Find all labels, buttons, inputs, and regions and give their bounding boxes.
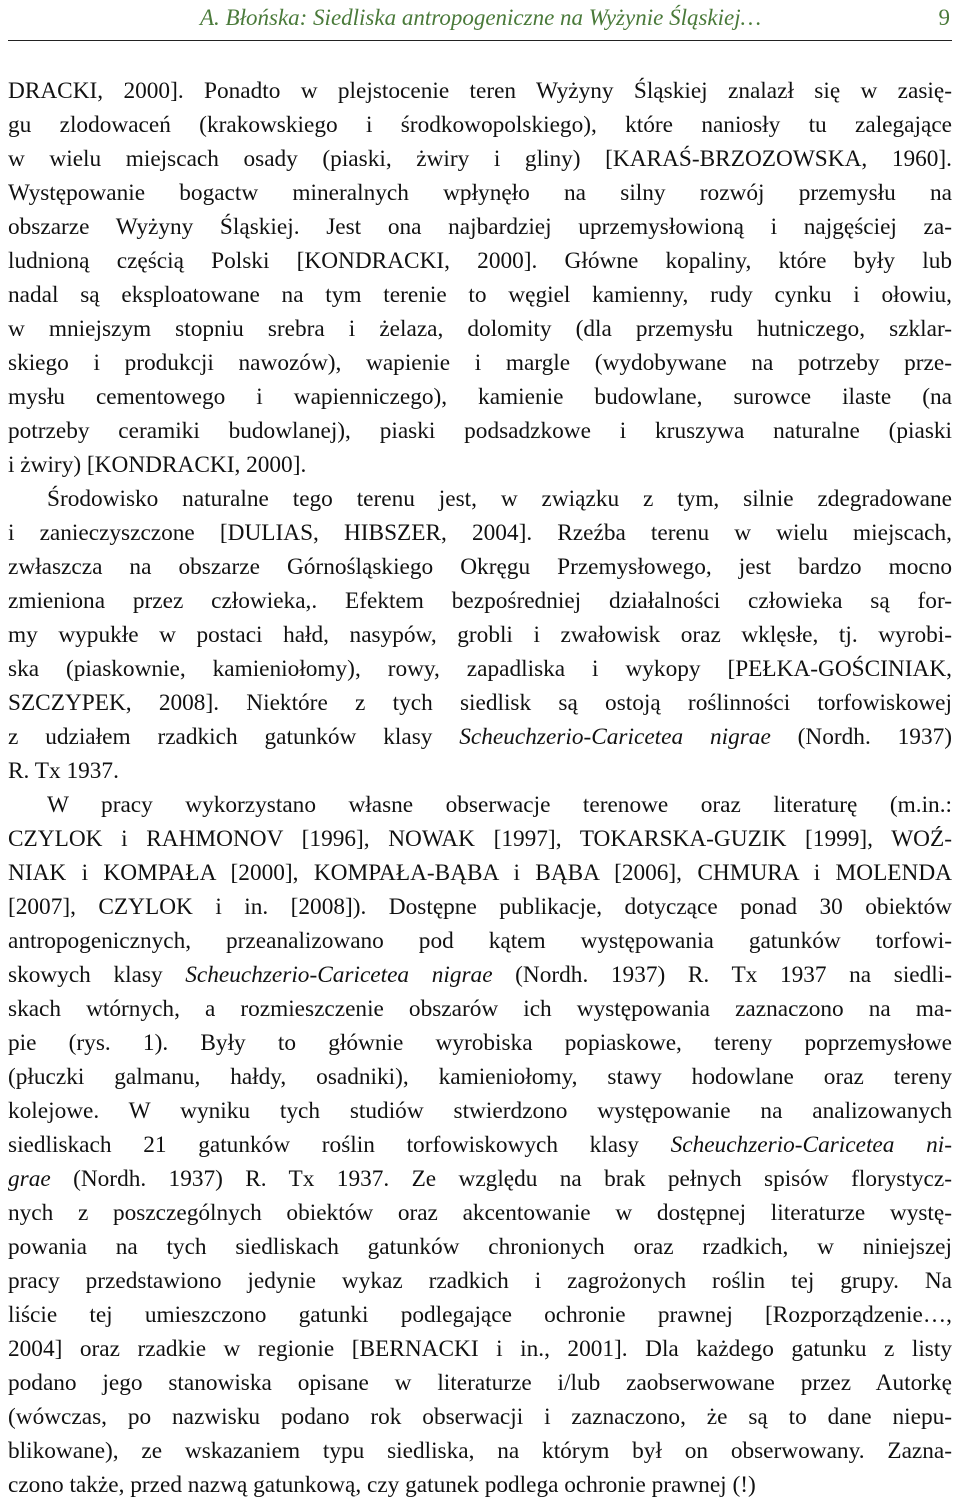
body-text — [8, 74, 952, 1502]
text-line — [8, 210, 952, 244]
text-run: zmieniona przez człowieka,. Efektem bezpośredniej działalności człowieka są for- — [8, 588, 952, 614]
text-run: mysłu cementowego i wapienniczego), kamienie budowlane, surowce ilaste (na — [8, 384, 952, 410]
text-line — [8, 1162, 952, 1196]
text-run: (wówczas, po nazwisku podano rok obserwacji i zaznaczono, że są to dane niepu- — [8, 1404, 952, 1430]
text-line — [8, 1264, 952, 1298]
text-line — [8, 822, 952, 856]
text-run: w mniejszym stopniu srebra i żelaza, dolomity (dla przemysłu hutniczego, szklar- — [8, 316, 952, 342]
text-line — [8, 414, 952, 448]
text-run: [2007], CZYLOK i in. [2008]). Dostępne publikacje, dotyczące ponad 30 obiektów — [8, 894, 952, 920]
text-line — [8, 1128, 952, 1162]
text-line — [8, 244, 952, 278]
text-line — [8, 618, 952, 652]
italic-taxon-name: Scheuchzerio-Caricetea nigrae — [185, 962, 493, 988]
text-run: pracy przedstawiono jedynie wykaz rzadkich i zagrożonych roślin tej grupy. Na — [8, 1268, 952, 1294]
italic-taxon-name: Scheuchzerio-Caricetea nigrae — [459, 724, 771, 750]
text-run: skiego i produkcji nawozów), wapienie i margle (wydobywane na potrzeby prze- — [8, 350, 952, 376]
text-run: obszarze Wyżyny Śląskiej. Jest ona najbardziej uprzemysłowioną i najgęściej za- — [8, 214, 952, 240]
text-line — [8, 312, 952, 346]
text-run: (Nordh. 1937) — [770, 724, 952, 750]
text-run: nadal są eksploatowane na tym terenie to węgiel kamienny, rudy cynku i ołowiu, — [8, 282, 952, 308]
text-run: pie (rys. 1). Były to głównie wyrobiska popiaskowe, tereny poprzemysłowe — [8, 1030, 952, 1056]
text-run: DRACKI, 2000]. Ponadto w plejstocenie teren Wyżyny Śląskiej znalazł się w zasię- — [8, 78, 952, 104]
text-line — [8, 482, 952, 516]
text-run: W pracy wykorzystano własne obserwacje terenowe oraz literaturę (m.in.: — [47, 792, 952, 818]
text-line — [8, 380, 952, 414]
text-line — [8, 176, 952, 210]
text-line — [8, 720, 952, 754]
text-run: blikowane), ze wskazaniem typu siedliska, na którym był on obserwowany. Zazna- — [8, 1438, 952, 1464]
text-run: kolejowe. W wyniku tych studiów stwierdzono występowanie na analizowanych — [8, 1098, 952, 1124]
text-line — [8, 516, 952, 550]
text-run: skowych klasy — [8, 962, 186, 988]
text-line — [8, 1230, 952, 1264]
text-run: ludnioną częścią Polski [KONDRACKI, 2000]. Główne kopaliny, które były lub — [8, 248, 952, 274]
running-header — [8, 0, 952, 41]
italic-taxon-name: grae — [8, 1166, 51, 1192]
text-run: (Nordh. 1937) R. Tx 1937. Ze względu na brak pełnych spisów florystycz- — [50, 1166, 952, 1192]
text-run: skach wtórnych, a rozmieszczenie obszarów ich występowania zaznaczono na ma- — [8, 996, 952, 1022]
text-run: ska (piaskownie, kamieniołomy), rowy, zapadliska i wykopy [PEŁKA-GOŚCINIAK, — [8, 656, 952, 682]
text-run: liście tej umieszczono gatunki podlegające ochronie prawnej [Rozporządzenie…, — [8, 1302, 952, 1328]
text-line — [8, 1094, 952, 1128]
text-line — [8, 856, 952, 890]
text-run: czono także, przed nazwą gatunkową, czy gatunek podlega ochronie prawnej (!) — [8, 1472, 756, 1498]
text-line — [8, 1434, 952, 1468]
text-line — [8, 958, 952, 992]
text-run: powania na tych siedliskach gatunków chronionych oraz rzadkich, w niniejszej — [8, 1234, 952, 1260]
text-line — [8, 278, 952, 312]
text-line — [8, 1026, 952, 1060]
text-line — [8, 1060, 952, 1094]
italic-taxon-name: Scheuchzerio-Caricetea ni- — [670, 1132, 952, 1158]
text-line — [8, 1366, 952, 1400]
text-run: (Nordh. 1937) R. Tx 1937 na siedli- — [492, 962, 953, 988]
text-line — [8, 346, 952, 380]
text-line — [8, 1400, 952, 1434]
running-title: A. Błońska: Siedliska antropogeniczne na Wyżynie Śląskiej… — [200, 5, 762, 30]
text-line — [8, 788, 952, 822]
text-line — [8, 550, 952, 584]
text-line — [8, 584, 952, 618]
text-run: i żwiry) [KONDRACKI, 2000]. — [8, 452, 307, 478]
text-run: podano jego stanowiska opisane w literaturze i/lub zaobserwowane przez Autorkę — [8, 1370, 952, 1396]
text-line — [8, 992, 952, 1026]
text-line — [8, 1196, 952, 1230]
text-line — [8, 924, 952, 958]
text-run: my wypukłe w postaci hałd, nasypów, grobli i zwałowisk oraz wklęsłe, tj. wyrobi- — [8, 622, 952, 648]
text-line — [8, 686, 952, 720]
text-line — [8, 1332, 952, 1366]
text-run: R. Tx 1937. — [8, 758, 119, 784]
text-run: antropogenicznych, przeanalizowano pod kątem występowania gatunków torfowi- — [8, 928, 952, 954]
text-line — [8, 1298, 952, 1332]
text-run: SZCZYPEK, 2008]. Niektóre z tych siedlisk są ostoją roślinności torfowiskowej — [8, 690, 952, 716]
page-number: 9 — [938, 5, 950, 30]
text-line — [8, 1468, 952, 1502]
text-run: siedliskach 21 gatunków roślin torfowiskowych klasy — [8, 1132, 671, 1158]
text-run: NIAK i KOMPAŁA [2000], KOMPAŁA-BĄBA i BĄBA [2006], CHMURA i MOLENDA — [8, 860, 952, 886]
text-run: Występowanie bogactw mineralnych wpłynęło na silny rozwój przemysłu na — [8, 180, 952, 206]
text-line — [8, 108, 952, 142]
text-run: gu zlodowaceń (krakowskiego i środkowopolskiego), które naniosły tu zalegające — [8, 112, 952, 138]
text-line — [8, 448, 952, 482]
text-line — [8, 652, 952, 686]
text-run: CZYLOK i RAHMONOV [1996], NOWAK [1997], TOKARSKA-GUZIK [1999], WOŹ- — [8, 826, 952, 852]
text-run: Środowisko naturalne tego terenu jest, w związku z tym, silnie zdegradowane — [47, 486, 952, 512]
text-run: nych z poszczególnych obiektów oraz akcentowanie w dostępnej literaturze wystę- — [8, 1200, 952, 1226]
text-run: w wielu miejscach osady (piaski, żwiry i gliny) [KARAŚ-BRZOZOWSKA, 1960]. — [8, 146, 952, 172]
text-run: potrzeby ceramiki budowlanej), piaski podsadzkowe i kruszywa naturalne (piaski — [8, 418, 952, 444]
text-run: i zanieczyszczone [DULIAS, HIBSZER, 2004]. Rzeźba terenu w wielu miejscach, — [8, 520, 952, 546]
text-line — [8, 142, 952, 176]
text-run: 2004] oraz rzadkie w regionie [BERNACKI i in., 2001]. Dla każdego gatunku z listy — [8, 1336, 952, 1362]
text-run: zwłaszcza na obszarze Górnośląskiego Okręgu Przemysłowego, jest bardzo mocno — [8, 554, 952, 580]
text-line — [8, 74, 952, 108]
text-run: (płuczki galmanu, hałdy, osadniki), kamieniołomy, stawy hodowlane oraz tereny — [8, 1064, 952, 1090]
text-line — [8, 890, 952, 924]
text-run: z udziałem rzadkich gatunków klasy — [8, 724, 460, 750]
text-line — [8, 754, 952, 788]
